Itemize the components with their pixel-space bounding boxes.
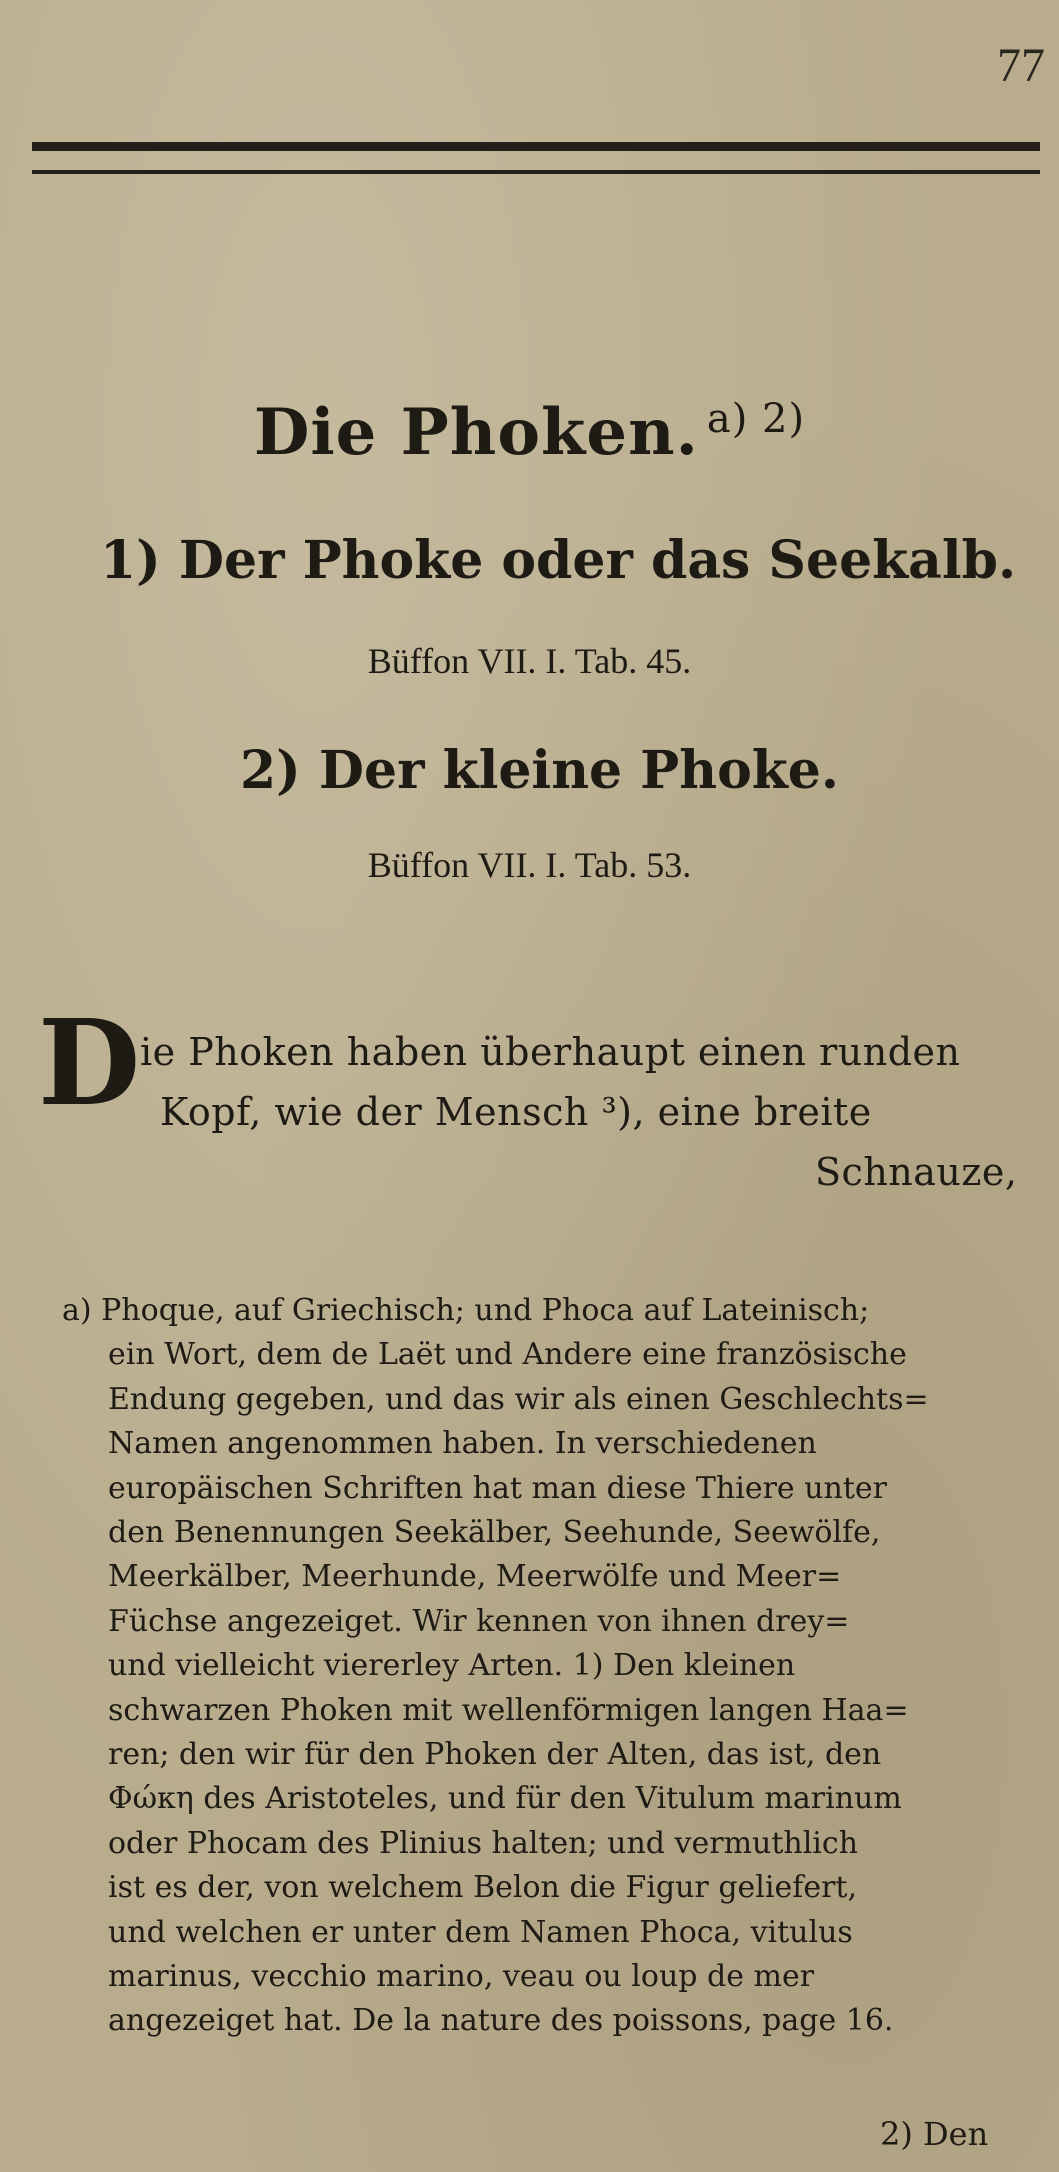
footnote-line: angezeiget hat. De la nature des poissons, page 16. [108,2003,894,2039]
footnote-line: Namen angenommen haben. In verschiedenen [108,1426,817,1462]
footnote-line: ist es der, von welchem Belon die Figur geliefert, [108,1870,858,1906]
footnote-line: Füchse angezeiget. Wir kennen von ihnen drey= [108,1603,850,1639]
body-line-2: Kopf, wie der Mensch ³), eine breite [160,1090,872,1134]
footnote-line: Φώκη des Aristoteles, und für den Vitulum marinum [108,1781,902,1817]
species-heading-1: 1) Der Phoke oder das Seekalb. [100,530,1017,591]
chapter-title-text: Die Phoken. [253,395,699,470]
chapter-title [0,395,1059,470]
species-reference-1: Büffon VII. I. Tab. 45. [367,641,692,681]
footnote-line: marinus, vecchio marino, veau ou loup de mer [108,1959,815,1994]
species-reference-2: Büffon VII. I. Tab. 53. [367,845,692,885]
catchword: 2) Den [880,2115,989,2153]
header-rule-thin [32,170,1040,174]
footnote-line: den Benennungen Seekälber, Seehunde, Seewölfe, [108,1515,881,1550]
species-heading-2: 2) Der kleine Phoke. [240,740,839,801]
footnote-line: schwarzen Phoken mit wellenförmigen langen Haa= [108,1692,909,1728]
footnote-line: ein Wort, dem de Laët und Andere eine französische [108,1337,907,1373]
footnote-line: Endung gegeben, und das wir als einen Geschlechts= [108,1381,929,1417]
footnote-line: Meerkälber, Meerhunde, Meerwölfe und Meer= [108,1559,842,1595]
footnote-line: ren; den wir für den Phoken der Alten, das ist, den [108,1737,882,1772]
footnote-line: oder Phocam des Plinius halten; und vermuthlich [108,1825,859,1861]
footnote-line: und vielleicht viererley Arten. 1) Den kleinen [108,1648,796,1684]
footnote-line: europäischen Schriften hat man diese Thiere unter [108,1470,888,1506]
body-line-3: Schnauze, [815,1150,1018,1194]
footnote-line: a) Phoque, auf Griechisch; und Phoca auf Lateinisch; [62,1293,870,1328]
body-line-1: ie Phoken haben überhaupt einen runden [140,1030,961,1074]
drop-cap: D [38,993,141,1132]
header-rule-thick [32,142,1040,151]
footnote-line: und welchen er unter dem Namen Phoca, vitulus [108,1914,853,1950]
chapter-title-notes: a) 2) [706,395,806,442]
page-number: 77 [997,39,1045,92]
